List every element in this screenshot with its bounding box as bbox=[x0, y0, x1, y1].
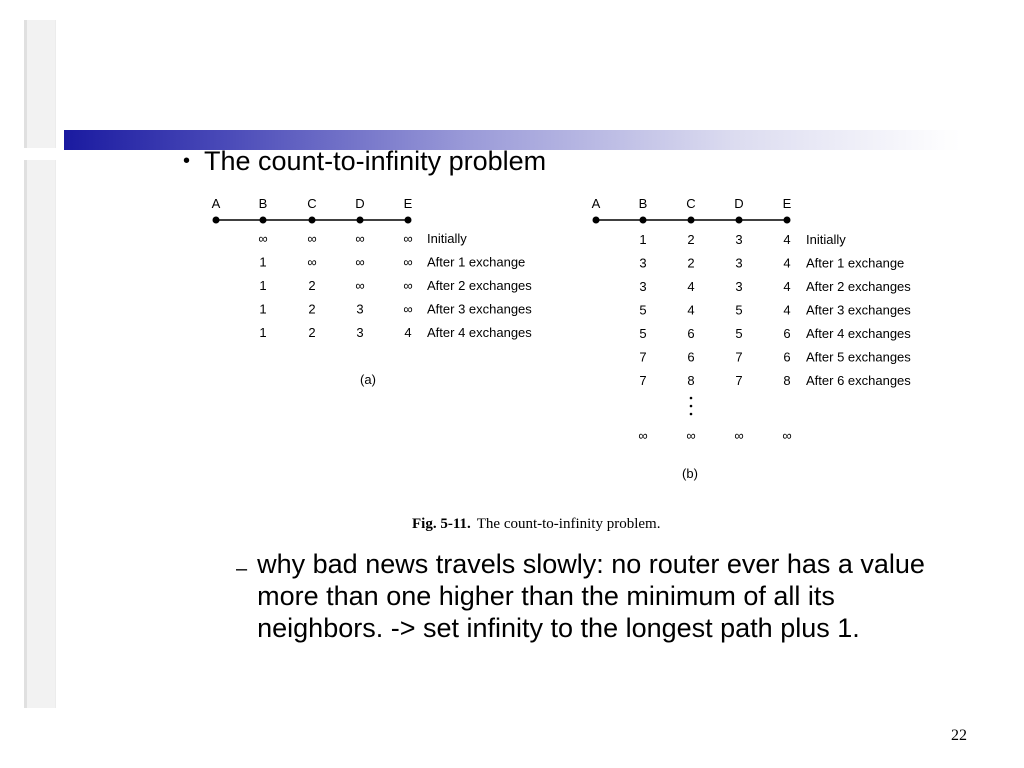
panel-a-row-label: Initially bbox=[427, 231, 467, 246]
panel-b-cell: 5 bbox=[735, 302, 743, 318]
panel-b-node-dot-d bbox=[736, 217, 743, 224]
panel-b-row-label: Initially bbox=[806, 232, 846, 247]
panel-a-cell: ∞ bbox=[307, 231, 317, 246]
panel-b-cell: 4 bbox=[783, 255, 791, 271]
panel-a-cell: ∞ bbox=[403, 301, 413, 317]
panel-a-cell: ∞ bbox=[403, 278, 413, 293]
sub-bullet-text: why bad news travels slowly: no router ever has a value more than one higher than the minimum of all its neighbors. -> set infinity to the longest path plus 1. bbox=[257, 549, 925, 643]
figure-caption-text: The count-to-infinity problem. bbox=[476, 516, 661, 532]
page-number: 22 bbox=[951, 727, 967, 744]
panel-b-cell: 5 bbox=[639, 302, 647, 318]
panel-a-cell: ∞ bbox=[355, 278, 365, 293]
panel-b-final-cell: ∞ bbox=[782, 428, 792, 443]
bullet-text: The count-to-infinity problem bbox=[204, 146, 547, 176]
panel-b-node-label-c: C bbox=[686, 196, 696, 211]
panel-a-row-label: After 3 exchanges bbox=[427, 301, 532, 317]
panel-b-cell: 3 bbox=[735, 255, 743, 271]
panel-b-node-dot-e bbox=[784, 217, 791, 224]
panel-a-node-label-c: C bbox=[307, 196, 317, 211]
panel-a-cell: ∞ bbox=[258, 231, 268, 246]
panel-a-node-label-e: E bbox=[403, 196, 413, 211]
panel-a-row-label: After 4 exchanges bbox=[427, 325, 532, 340]
panel-a-cell: ∞ bbox=[403, 231, 413, 246]
panel-b-node-dot-b bbox=[640, 217, 647, 224]
panel-b-cell: 8 bbox=[687, 373, 695, 388]
panel-b-row-label: After 6 exchanges bbox=[806, 373, 911, 388]
panel-a-cell: 3 bbox=[356, 325, 364, 340]
panel-b-cell: 7 bbox=[735, 373, 743, 388]
figure-caption bbox=[412, 516, 660, 533]
panel-a-node-dot-b bbox=[260, 217, 267, 224]
panel-a-cell: ∞ bbox=[403, 254, 413, 270]
panel-b-row-label: After 2 exchanges bbox=[806, 279, 911, 294]
panel-a-cell: 2 bbox=[308, 325, 316, 340]
panel-b-cell: 2 bbox=[687, 255, 695, 271]
sub-bullet-item bbox=[236, 548, 936, 644]
panel-b-cell: 6 bbox=[783, 326, 791, 341]
panel-b-final-cell: ∞ bbox=[686, 428, 696, 443]
panel-a-cell: 1 bbox=[259, 301, 267, 317]
panel-b-cell: 5 bbox=[639, 326, 647, 341]
panel-a-cell: 3 bbox=[356, 301, 364, 317]
panel-b-final-cell: ∞ bbox=[638, 428, 648, 443]
panel-a-node-label-b: B bbox=[258, 196, 268, 211]
panel-b-cell: 4 bbox=[783, 279, 791, 294]
panel-a-node-dot-a bbox=[213, 217, 220, 224]
panel-b-cell: 6 bbox=[687, 326, 695, 341]
panel-b-cell: 7 bbox=[639, 373, 647, 388]
panel-b-node-dot-c bbox=[688, 217, 695, 224]
panel-a-node-label-a: A bbox=[211, 196, 221, 211]
panel-a-node-dot-e bbox=[405, 217, 412, 224]
panel-b-node-label-e: E bbox=[782, 196, 792, 211]
panel-b-node-label-a: A bbox=[591, 196, 601, 211]
panel-a-node-dot-d bbox=[357, 217, 364, 224]
panel-b-cell: 4 bbox=[687, 302, 695, 318]
panel-a-row-label: After 1 exchange bbox=[427, 254, 526, 270]
panel-b-cell: 1 bbox=[639, 232, 647, 247]
panel-b-cell: 4 bbox=[783, 232, 791, 247]
panel-b-cell: 2 bbox=[687, 232, 695, 247]
panel-a-cell: 1 bbox=[259, 254, 267, 270]
panel-a-cell: 1 bbox=[259, 278, 267, 293]
panel-b-cell: 8 bbox=[783, 373, 791, 388]
panel-a-node-dot-c bbox=[309, 217, 316, 224]
panel-b-final-cell: ∞ bbox=[734, 428, 744, 443]
panel-b-row-label: After 5 exchanges bbox=[806, 349, 911, 365]
panel-a-cell: ∞ bbox=[307, 254, 317, 270]
panel-a-cell: 2 bbox=[308, 301, 316, 317]
panel-b-cell: 3 bbox=[735, 232, 743, 247]
panel-a-row-label: After 2 exchanges bbox=[427, 278, 532, 293]
panel-a-node-label-d: D bbox=[355, 196, 365, 211]
panel-b-cell: 4 bbox=[687, 279, 695, 294]
panel-b-cell: 3 bbox=[735, 279, 743, 294]
panel-b-cell: 5 bbox=[735, 326, 743, 341]
panel-a-cell: 4 bbox=[404, 325, 412, 340]
sub-bullet-marker: – bbox=[236, 558, 248, 580]
panel-b-row-label: After 3 exchanges bbox=[806, 302, 911, 318]
panel-b-ellipsis-dot bbox=[690, 405, 693, 408]
panel-b-ellipsis-dot bbox=[690, 397, 693, 400]
panel-b-row-label: After 4 exchanges bbox=[806, 326, 911, 341]
panel-b-cell: 3 bbox=[639, 279, 647, 294]
panel-b-cell: 3 bbox=[639, 255, 647, 271]
panel-a-cell: ∞ bbox=[355, 254, 365, 270]
panel-b-node-label-d: D bbox=[734, 196, 744, 211]
bullet-dot-icon: • bbox=[183, 150, 191, 172]
panel-b-node-label-b: B bbox=[638, 196, 648, 211]
panel-b-cell: 6 bbox=[783, 349, 791, 365]
panel-a-cell: 1 bbox=[259, 325, 267, 340]
panel-a-cell: 2 bbox=[308, 278, 316, 293]
left-decor-bar-top bbox=[24, 20, 56, 148]
panel-b-node-dot-a bbox=[593, 217, 600, 224]
panel-b-row-label: After 1 exchange bbox=[806, 255, 905, 271]
panel-b-cell: 4 bbox=[783, 302, 791, 318]
panel-a-cell: ∞ bbox=[355, 231, 365, 246]
panel-a-panel-label: (a) bbox=[360, 372, 376, 387]
left-decor-bar-bottom bbox=[24, 160, 56, 708]
panel-b-cell: 7 bbox=[735, 349, 743, 365]
bullet-item bbox=[183, 146, 546, 177]
panel-b-panel-label: (b) bbox=[682, 466, 698, 481]
panel-b-cell: 7 bbox=[639, 349, 647, 365]
panel-b-cell: 6 bbox=[687, 349, 695, 365]
panel-b-ellipsis-dot bbox=[690, 413, 693, 416]
figure-caption-prefix: Fig. 5-11. bbox=[412, 516, 471, 532]
